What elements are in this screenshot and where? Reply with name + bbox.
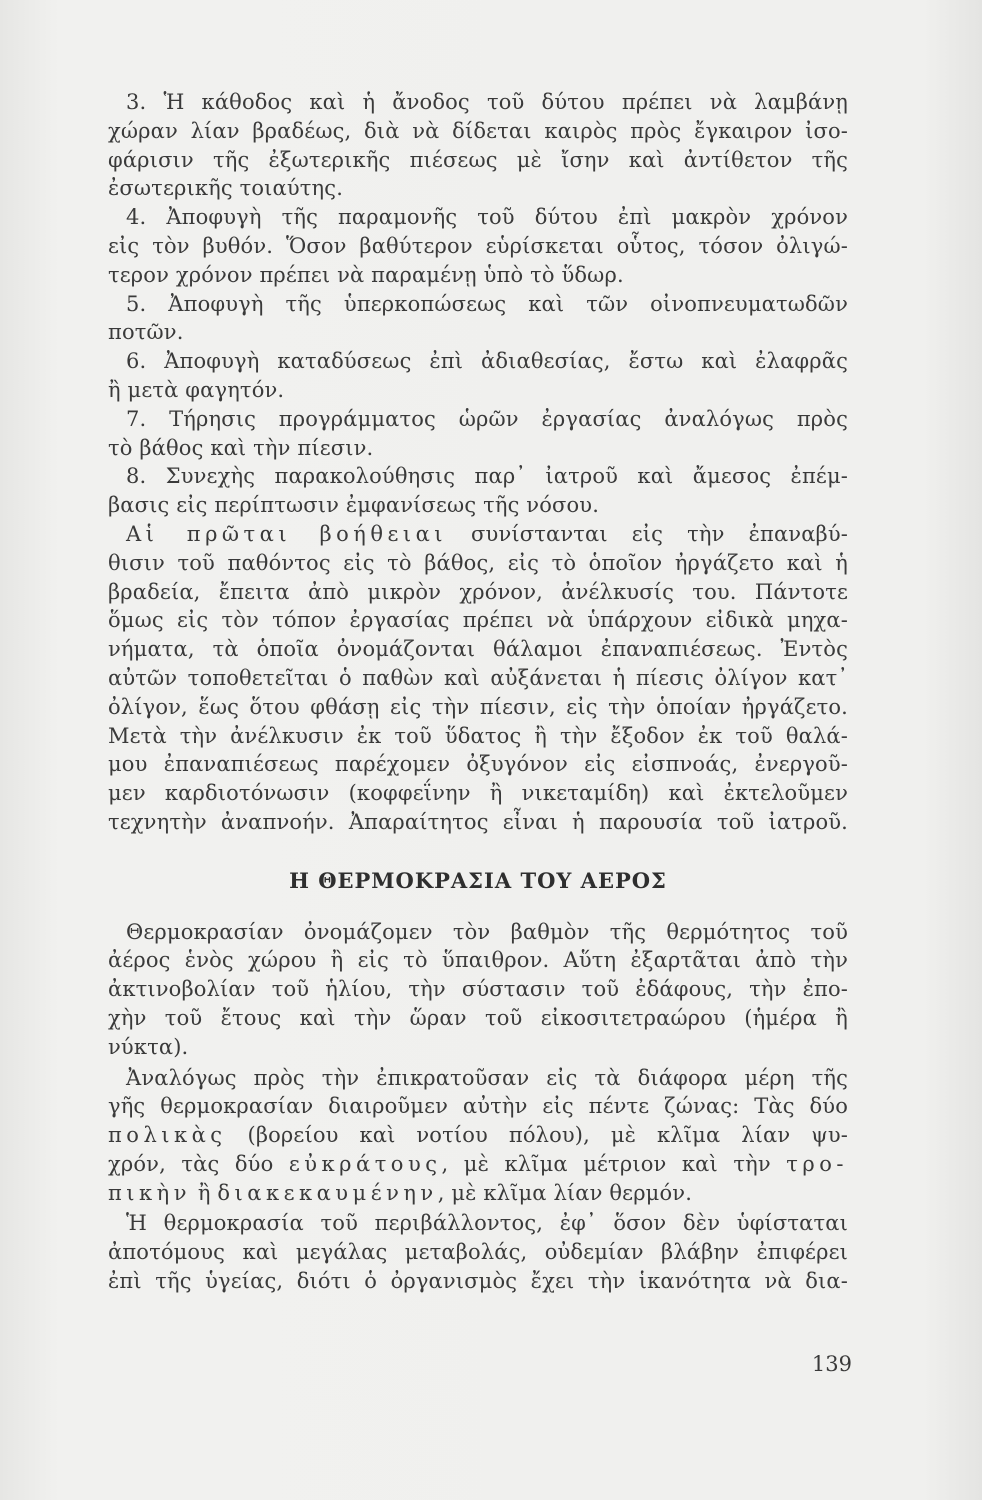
text-line: 6. Ἀποφυγὴ καταδύσεως ἐπὶ ἀδιαθεσίας, ἔστω καὶ ἐλαφρᾶς	[126, 349, 848, 374]
text-line: βραδεία, ἔπειτα ἀπὸ μικρὸν χρόνον, ἀνέλκυσίς του. Πάντοτε	[108, 579, 848, 604]
text-fragment: χρόν, τὰς δύο	[108, 1151, 289, 1176]
spaced-term-tropical-end: πικὴν	[108, 1180, 192, 1205]
spaced-term-first-aid: Αἱ πρῶται βοήθειαι	[126, 521, 448, 546]
text-line: φάρισιν τῆς ἐξωτερικῆς πιέσεως μὲ ἴσην καὶ ἀντίθετον τῆς	[108, 147, 848, 172]
text-line: ἐσωτερικῆς τοιαύτης.	[108, 176, 344, 201]
text-line: βασις εἰς περίπτωσιν ἐμφανίσεως τῆς νόσου.	[108, 493, 600, 518]
text-line: χώραν λίαν βραδέως, διὰ νὰ δίδεται καιρὸς πρὸς ἔγκαιρον ἰσο-	[108, 118, 848, 143]
text-line: 8. Συνεχὴς παρακολούθησις παρ᾽ ἰατροῦ καὶ ἄμεσος ἐπέμ-	[126, 464, 848, 489]
text-fragment: ἢ	[191, 1180, 218, 1205]
text-line: νήματα, τὰ ὁποῖα ὀνομάζονται θάλαμοι ἐπαναπιέσεως. Ἐντὸς	[108, 637, 848, 662]
text-line: 4. Ἀποφυγὴ τῆς παραμονῆς τοῦ δύτου ἐπὶ μακρὸν χρόνον	[126, 205, 848, 230]
list-item-7	[108, 405, 848, 463]
text-line	[108, 1179, 848, 1208]
text-line: χὴν τοῦ ἔτους καὶ τὴν ὥραν τοῦ εἰκοσιτετραώρου (ἡμέρα ἢ	[108, 1005, 848, 1030]
list-item-6	[108, 347, 848, 405]
text-line: ἀποτόμους καὶ μεγάλας μεταβολάς, οὐδεμίαν βλάβην ἐπιφέρει	[108, 1240, 848, 1265]
text-line: εἰς τὸν βυθόν. Ὅσον βαθύτερον εὑρίσκεται οὗτος, τόσον ὀλιγώ-	[108, 233, 848, 258]
spaced-term-polar: πολικὰς	[108, 1123, 227, 1148]
list-item-8	[108, 462, 848, 520]
zones-paragraph	[108, 1064, 848, 1208]
section-heading: Η ΘΕΡΜΟΚΡΑΣΙΑ ΤΟΥ ΑΕΡΟΣ	[289, 867, 667, 893]
text-line: Θερμοκρασίαν ὀνομάζομεν τὸν βαθμὸν τῆς θερμότητος τοῦ	[126, 919, 848, 944]
first-aid-paragraph	[108, 520, 848, 837]
text-line: ἀκτινοβολίαν τοῦ ἡλίου, τὴν σύστασιν τοῦ ἐδάφους, τὴν ἐπο-	[108, 977, 848, 1002]
text-line: 3. Ἡ κάθοδος καὶ ἡ ἄνοδος τοῦ δύτου πρέπει νὰ λαμβάνῃ	[126, 90, 848, 114]
text-line: ποτῶν.	[108, 320, 184, 345]
text-line: τερον χρόνον πρέπει νὰ παραμένῃ ὑπὸ τὸ ὕδωρ.	[108, 262, 624, 287]
text-line	[108, 520, 848, 549]
environment-paragraph	[108, 1209, 848, 1295]
text-line	[108, 1121, 848, 1150]
text-line	[108, 1150, 848, 1179]
text-line: γῆς θερμοκρασίαν διαιροῦμεν αὐτὴν εἰς πέντε ζώνας: Τὰς δύο	[108, 1094, 848, 1119]
list-item-3	[108, 88, 848, 203]
list-item-4	[108, 203, 848, 289]
text-line: μεν καρδιοτόνωσιν (κοφφεΐνην ἢ νικεταμίδη) καὶ ἐκτελοῦμεν	[108, 781, 848, 806]
text-line: Ἀναλόγως πρὸς τὴν ἐπικρατοῦσαν εἰς τὰ διάφορα μέρη τῆς	[126, 1065, 848, 1090]
text-line: 5. Ἀποφυγὴ τῆς ὑπερκοπώσεως καὶ τῶν οἰνοπνευματωδῶν	[126, 291, 848, 316]
text-line: Μετὰ τὴν ἀνέλκυσιν ἐκ τοῦ ὕδατος ἢ τὴν ἔξοδον ἐκ τοῦ θαλά-	[108, 723, 848, 748]
text-line: τὸ βάθος καὶ τὴν πίεσιν.	[108, 435, 374, 460]
page-body	[108, 88, 848, 1296]
text-line: μου ἐπαναπιέσεως παρέχομεν ὀξυγόνον εἰς εἰσπνοάς, ἐνεργοῦ-	[108, 752, 848, 777]
text-line: νύκτα).	[108, 1034, 189, 1059]
text-line: τεχνητὴν ἀναπνοήν. Ἀπαραίτητος εἶναι ἡ παρουσία τοῦ ἰατροῦ.	[108, 809, 848, 834]
spaced-term-tropical: τρο-	[786, 1151, 848, 1176]
text-fragment: συνίστανται εἰς τὴν ἐπαναβύ-	[447, 521, 848, 546]
text-line: ἀέρος ἑνὸς χώρου ἢ εἰς τὸ ὕπαιθρον. Αὕτη ἐξαρτᾶται ἀπὸ τὴν	[108, 948, 848, 973]
text-fragment: (βορείου καὶ νοτίου πόλου), μὲ κλῖμα λίαν ψυ-	[226, 1123, 848, 1148]
text-line: Ἡ θερμοκρασία τοῦ περιβάλλοντος, ἐφ᾽ ὅσον δὲν ὑφίσταται	[126, 1211, 848, 1236]
text-fragment: , μὲ κλῖμα μέτριον καὶ τὴν	[441, 1151, 787, 1176]
spaced-term-temperate: εὐκράτους	[288, 1151, 442, 1176]
text-line: ἐπὶ τῆς ὑγείας, διότι ὁ ὀργανισμὸς ἔχει τὴν ἱκανότητα νὰ δια-	[108, 1269, 848, 1294]
text-line: ὅμως εἰς τὸν τόπον ἐργασίας πρέπει νὰ ὑπάρχουν εἰδικὰ μηχα-	[108, 608, 848, 633]
text-line: αὐτῶν τοποθετεῖται ὁ παθὼν καὶ αὐξάνεται ἡ πίεσις ὀλίγον κατ᾽	[108, 665, 848, 690]
temperature-paragraph	[108, 918, 848, 1062]
text-line: 7. Τήρησις προγράμματος ὡρῶν ἐργασίας ἀναλόγως πρὸς	[126, 406, 848, 431]
text-fragment: , μὲ κλῖμα λίαν θερμόν.	[437, 1180, 693, 1205]
text-line: θισιν τοῦ παθόντος εἰς τὸ βάθος, εἰς τὸ ὁποῖον ἠργάζετο καὶ ἡ	[108, 550, 848, 575]
page-number: 139	[811, 1352, 852, 1376]
text-line: ὀλίγον, ἕως ὅτου φθάσῃ εἰς τὴν πίεσιν, εἰς τὴν ὁποίαν ἠργάζετο.	[108, 694, 848, 719]
spaced-term-burnt: διακεκαυμένην	[217, 1180, 438, 1205]
list-item-5	[108, 290, 848, 348]
text-line: ἢ μετὰ φαγητόν.	[108, 377, 285, 402]
